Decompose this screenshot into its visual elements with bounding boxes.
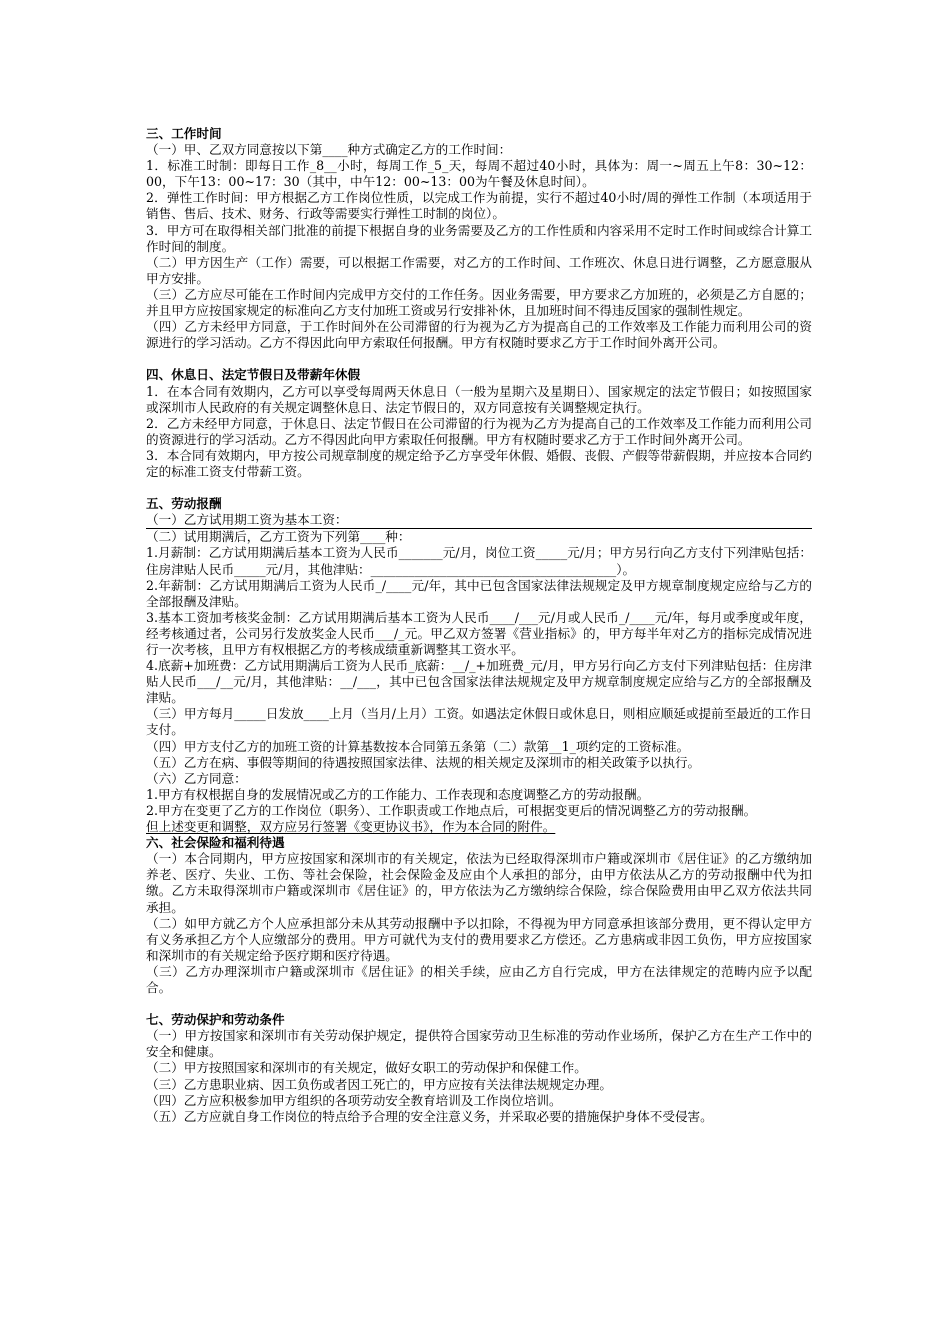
paragraph: 1.月薪制：乙方试用期满后基本工资为人民币_______元/月，岗位工资_____元/月；甲方另行向乙方支付下列津贴包括：住房津贴人民币_____元/月，其他津贴：_______________________________________）。 (146, 545, 812, 577)
paragraph: （三）乙方办理深圳市户籍或深圳市《居住证》的相关手续，应由乙方自行完成，甲方在法律规定的范畴内应予以配合。 (146, 963, 812, 995)
section-title-remuneration: 五、劳动报酬 (146, 496, 222, 512)
paragraph: （四）乙方未经甲方同意，于工作时间外在公司滞留的行为视为乙方为提高自己的工作效率及工作能力而利用公司的资源进行的学习活动。乙方不得因此向甲方索取任何报酬。甲方有权随时要求乙方于工作时间外离开公司。 (146, 319, 812, 351)
paragraph: （三）乙方应尽可能在工作时间内完成甲方交付的工作任务。因业务需要，甲方要求乙方加班的，必须是乙方自愿的；并且甲方应按国家规定的标准向乙方支付加班工资或另行安排补休，且加班时间不得违反国家的强制性规定。 (146, 286, 812, 319)
paragraph: 2．弹性工作时间：甲方根据乙方工作岗位性质，以完成工作为前提，实行不超过40小时/周的弹性工作制（本项适用于销售、售后、技术、财务、行政等需要实行弹性工时制的岗位）。 (146, 190, 812, 222)
paragraph: （一）本合同期内，甲方应按国家和深圳市的有关规定，依法为已经取得深圳市户籍或深圳市《居住证》的乙方缴纳加养老、医疗、失业、工伤、等社会保险，社会保险金及应由个人承担的部分，由甲方依法从乙方的劳动报酬中代为扣缴。乙方未取得深圳市户籍或深圳市《居住证》的，甲方依法为乙方缴纳综合保险，综合保险费用由甲乙双方依法共同承担。 (146, 851, 812, 915)
paragraph: （三）甲方每月_____日发放____上月（当月/上月）工资。如遇法定休假日或休息日，则相应顺延或提前至最近的工作日支付。 (146, 706, 812, 738)
paragraph: 2.年薪制：乙方试用期满后工资为人民币_/____元/年，其中已包含国家法律法规规定及甲方规章制度规定应给与乙方的全部报酬及津贴。 (146, 577, 812, 609)
paragraph: 3．本合同有效期内，甲方按公司规章制度的规定给予乙方享受年休假、婚假、丧假、产假等带薪假期，并应按本合同约定的标准工资支付带薪工资。 (146, 447, 812, 479)
paragraph: （五）乙方在病、事假等期间的待遇按照国家法律、法规的相关规定及深圳市的相关政策予以执行。 (146, 754, 701, 770)
paragraph: 4.底薪+加班费：乙方试用期满后工资为人民币_底薪：__/_+加班费_元/月，甲方另行向乙方支付下列津贴包括：住房津贴人民币___/__元/月，其他津贴：__/___，其中已包含国家法律法规规定及甲方规章制度规定应给与乙方的全部报酬及津贴。 (146, 658, 812, 706)
paragraph: （二）如甲方就乙方个人应承担部分未从其劳动报酬中予以扣除，不得视为甲方同意承担该部分费用，更不得认定甲方有义务承担乙方个人应缴部分的费用。甲方可就代为支付的费用要求乙方偿还。乙方患病或非因工负伤，甲方应按国家和深圳市的有关规定给予医疗期和医疗待遇。 (146, 915, 812, 963)
paragraph: （四）甲方支付乙方的加班工资的计算基数按本合同第五条第（二）款第__1_项约定的工资标准。 (146, 738, 690, 754)
section-title-social-insurance: 六、社会保险和福利待遇 (146, 835, 285, 851)
paragraph-change-agreement: 但上述变更和调整，双方应另行签署《变更协议书》，作为本合同的附件。 (146, 819, 556, 835)
paragraph: 3.基本工资加考核奖金制：乙方试用期满后基本工资为人民币____/___元/月或人民币_/____元/年，每月或季度或年度，经考核通过者，公司另行发放奖金人民币___/_元。甲乙双方签署《营业指标》的，甲方每半年对乙方的指标完成情况进行一次考核，且甲方有权根据乙方的考核成绩重新调整其工资水平。 (146, 609, 812, 657)
paragraph: （五）乙方应就自身工作岗位的特点给予合理的安全注意义务，并采取必要的措施保护身体不受侵害。 (146, 1108, 713, 1124)
section-title-labor-protection: 七、劳动保护和劳动条件 (146, 1012, 285, 1028)
paragraph: 2．乙方未经甲方同意，于休息日、法定节假日在公司滞留的行为视为乙方为提高自己的工作效率及工作能力而利用公司的资源进行的学习活动。乙方不得因此向甲方索取任何报酬。甲方有权随时要求乙方于工作时间外离开公司。 (146, 415, 812, 447)
paragraph: 1．标准工时制：即每日工作_8__小时，每周工作_5_天，每周不超过40小时，具体为：周一~周五上午8：30~12：00，下午13：00~17：30（其中，中午12：00~13：00为午餐及休息时间）。 (146, 158, 812, 190)
document-page (146, 126, 812, 1125)
paragraph: 2.甲方在变更了乙方的工作岗位（职务）、工作职责或工作地点后，可根据变更后的情况调整乙方的劳动报酬。 (146, 802, 757, 818)
paragraph: 1．在本合同有效期内，乙方可以享受每周两天休息日（一般为星期六及星期日）、国家规定的法定节假日；如按照国家或深圳市人民政府的有关规定调整休息日、法定节假日的，双方同意按有关调整规定执行。 (146, 383, 812, 415)
paragraph: （三）乙方患职业病、因工负伤或者因工死亡的，甲方应按有关法律法规规定办理。 (146, 1076, 612, 1092)
paragraph: （二）甲方因生产（工作）需要，可以根据工作需要，对乙方的工作时间、工作班次、休息日进行调整，乙方愿意服从甲方安排。 (146, 254, 812, 286)
paragraph: 1.甲方有权根据自身的发展情况或乙方的工作能力、工作表现和态度调整乙方的劳动报酬。 (146, 786, 650, 802)
paragraph: （二）试用期满后，乙方工资为下列第____种： (146, 529, 411, 545)
paragraph: （一）甲方按国家和深圳市有关劳动保护规定，提供符合国家劳动卫生标准的劳动作业场所，保护乙方在生产工作中的安全和健康。 (146, 1028, 812, 1060)
paragraph: （六）乙方同意： (146, 770, 247, 786)
paragraph: （一）甲、乙双方同意按以下第____种方式确定乙方的工作时间： (146, 142, 512, 158)
paragraph: 3．甲方可在取得相关部门批准的前提下根据自身的业务需要及乙方的工作性质和内容采用不定时工作时间或综合计算工作时间的制度。 (146, 222, 812, 254)
paragraph: （四）乙方应积极参加甲方组织的各项劳动安全教育培训及工作岗位培训。 (146, 1092, 562, 1108)
paragraph: （二）甲方按照国家和深圳市的有关规定，做好女职工的劳动保护和保健工作。 (146, 1060, 587, 1076)
section-title-work-hours: 三、工作时间 (146, 126, 222, 141)
paragraph-probation-salary: （一）乙方试用期工资为基本工资： (146, 512, 812, 529)
section-title-holidays: 四、休息日、法定节假日及带薪年休假 (146, 367, 361, 383)
